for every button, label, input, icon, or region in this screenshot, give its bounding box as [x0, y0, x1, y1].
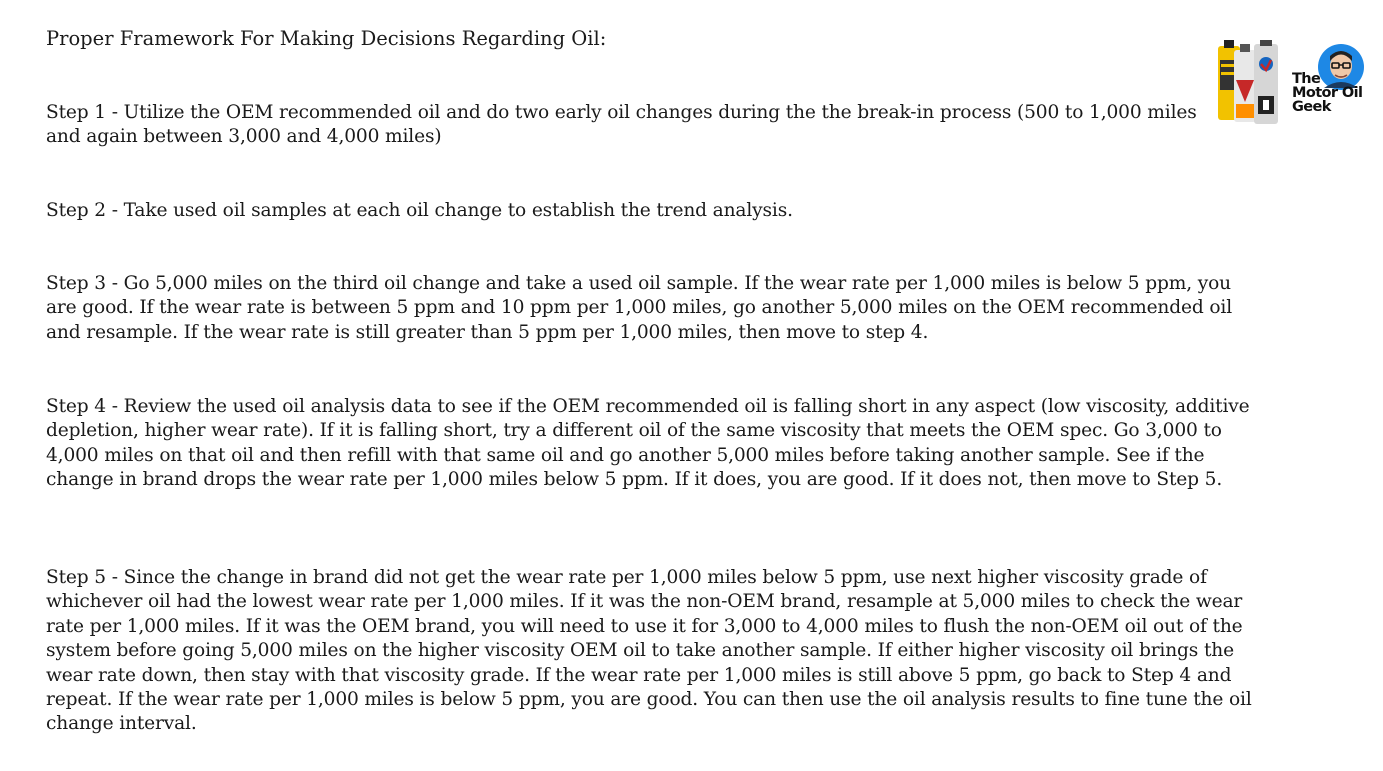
logo-line-motor-oil: Motor Oil: [1292, 85, 1363, 101]
motor-oil-geek-logo: [1216, 36, 1376, 128]
logo-line-the: The: [1292, 71, 1321, 87]
step-1-text: Step 1 - Utilize the OEM recommended oil and do two early oil changes during the the break-in process (500 to 1,000 miles and again between 3,000 and 4,000 miles): [46, 102, 1197, 148]
step-4-text: Step 4 - Review the used oil analysis data to see if the OEM recommended oil is falling short in any aspect (low viscosity, additive depletion, higher wear rate). If it is falling short, try a different oil of the same viscosity that meets the OEM spec. Go 3,000 to 4,000 miles on that oil and then refill with that same oil and go another 5,000 miles before taking another sample. See if the change in brand drops the wear rate per 1,000 miles below 5 ppm. If it does, you are good. If it does not, then move to Step 5.: [46, 396, 1250, 491]
step-5-text: Step 5 - Since the change in brand did not get the wear rate per 1,000 miles below 5 ppm, use next higher viscosity grade of whichever oil had the lowest wear rate per 1,000 miles. If it was the non-OEM brand, resample at 5,000 miles to check the wear rate per 1,000 miles. If it was the OEM brand, you will need to use it for 3,000 to 4,000 miles to flush the non-OEM oil out of the system before going 5,000 miles on the higher viscosity OEM oil to take another sample. If either higher viscosity oil brings the wear rate down, then stay with that viscosity grade. If the wear rate per 1,000 miles is still above 5 ppm, go back to Step 4 and repeat. If the wear rate per 1,000 miles is below 5 ppm, you are good. You can then use the oil analysis results to fine tune the oil change interval.: [46, 567, 1252, 735]
slide-title: Proper Framework For Making Decisions Regarding Oil:: [46, 27, 607, 50]
step-2-text: Step 2 - Take used oil samples at each oil change to establish the trend analysis.: [46, 200, 793, 221]
oil-bottles-icon: [1216, 40, 1288, 126]
step-3-text: Step 3 - Go 5,000 miles on the third oil change and take a used oil sample. If the wear rate per 1,000 miles is below 5 ppm, you are good. If the wear rate is between 5 ppm and 10 ppm per 1,000 miles, go another 5,000 miles on the OEM recommended oil and resample. If the wear rate is still greater than 5 ppm per 1,000 miles, then move to step 4.: [46, 273, 1233, 343]
logo-line-geek: Geek: [1292, 99, 1331, 115]
logo-wordmark: [1292, 72, 1362, 114]
